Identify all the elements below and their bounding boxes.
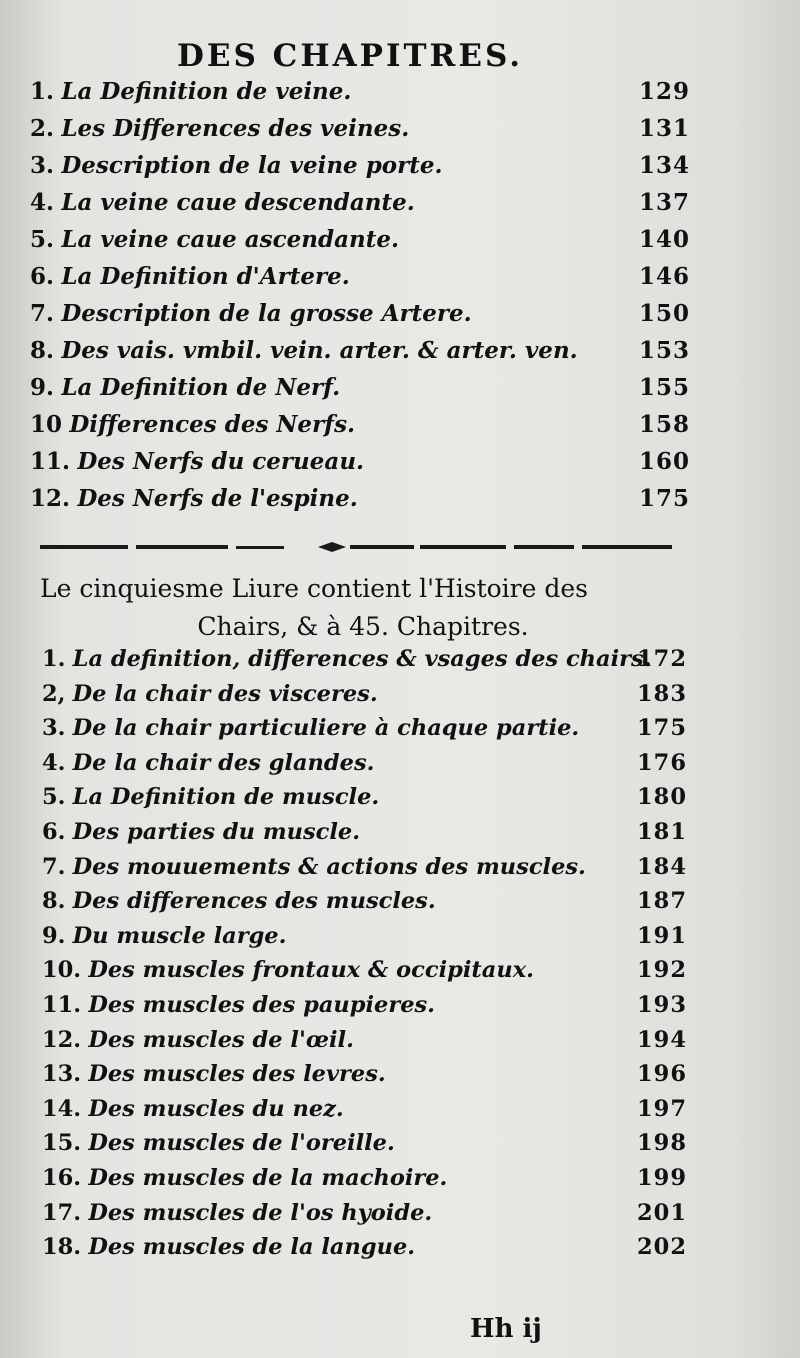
- page-number: 134: [638, 152, 690, 179]
- chapter-title: Des muscles de la langue.: [88, 1234, 416, 1261]
- chapter-title: Description de la grosse Artere.: [61, 300, 472, 327]
- chapter-number: 3.: [42, 715, 66, 742]
- chapter-number: 8.: [42, 888, 66, 915]
- page-number: 160: [638, 448, 690, 475]
- chapter-number: 8.: [30, 337, 55, 364]
- chapter-title: La veine caue descendante.: [61, 189, 415, 216]
- page-number: 158: [638, 411, 690, 438]
- chapter-number: 7.: [42, 853, 66, 880]
- chapter-title: De la chair des glandes.: [72, 749, 375, 776]
- chapter-number: 2.: [30, 115, 55, 142]
- chapter-title: Des Nerfs du cerueau.: [77, 448, 365, 475]
- toc-entry: [42, 923, 687, 958]
- chapter-title: Du muscle large.: [72, 922, 287, 949]
- chapter-number: 11.: [30, 448, 71, 475]
- chapter-title: Des muscles du nez.: [88, 1095, 344, 1122]
- chapter-number: 1.: [42, 646, 66, 672]
- chapter-number: 18.: [42, 1234, 82, 1261]
- page-number: 192: [637, 957, 687, 984]
- signature-mark: Hh ij: [470, 1314, 542, 1344]
- page-number: 184: [637, 853, 687, 880]
- page-number: 129: [638, 78, 690, 105]
- chapter-number: 1.: [30, 78, 55, 105]
- toc-entry: [30, 485, 690, 522]
- toc-entry: [42, 854, 687, 889]
- chapter-number: 9.: [30, 374, 55, 401]
- chapter-number: 12.: [30, 485, 71, 512]
- page-number: 183: [637, 680, 687, 707]
- chapter-title: Des muscles des paupieres.: [88, 991, 436, 1018]
- chapter-number: 4.: [42, 749, 66, 776]
- chapter-title: Des muscles de la machoire.: [88, 1164, 448, 1191]
- toc-entry: [42, 1096, 687, 1131]
- toc-entry: [30, 411, 690, 448]
- toc-entry: [42, 1061, 687, 1096]
- chapter-number: 5.: [30, 226, 55, 253]
- chapter-title: Des muscles frontaux & occipitaux.: [88, 957, 534, 984]
- page-number: 196: [637, 1061, 687, 1088]
- chapter-number: 15.: [42, 1130, 82, 1157]
- page-number: 146: [638, 263, 690, 290]
- chapter-number: 10.: [42, 957, 82, 984]
- chapter-list-first: [30, 78, 690, 522]
- toc-entry: [30, 374, 690, 411]
- chapter-number: 10: [30, 411, 63, 438]
- toc-entry: [30, 189, 690, 226]
- page-number: 137: [638, 189, 690, 216]
- page-number: 131: [638, 115, 690, 142]
- chapter-title: Des vais. vmbil. vein. arter. & arter. ven.: [61, 337, 578, 364]
- chapter-number: 16.: [42, 1164, 82, 1191]
- page-number: 175: [638, 485, 690, 512]
- chapter-number: 6.: [30, 263, 55, 290]
- page-number: 199: [637, 1164, 687, 1191]
- chapter-number: 5.: [42, 784, 66, 811]
- toc-entry: [30, 152, 690, 189]
- toc-entry: [42, 1234, 687, 1269]
- page-number: 176: [637, 749, 687, 776]
- page-number: 155: [638, 374, 690, 401]
- chapter-title: Des Nerfs de l'espine.: [77, 485, 358, 512]
- page-number: 187: [637, 888, 687, 915]
- toc-entry: [30, 300, 690, 337]
- book-intro-line2: Chairs, & à 45. Chapitres.: [197, 612, 529, 641]
- chapter-number: 3.: [30, 152, 55, 179]
- page-number: 193: [637, 991, 687, 1018]
- chapter-title: De la chair des visceres.: [72, 680, 378, 707]
- page-number: 202: [637, 1234, 687, 1261]
- chapter-title: Des muscles des levres.: [88, 1061, 386, 1088]
- chapter-number: 17.: [42, 1199, 82, 1226]
- chapter-title: Des muscles de l'os hyoide.: [88, 1199, 433, 1226]
- chapter-number: 6.: [42, 818, 66, 845]
- chapter-title: La Definition de veine.: [61, 78, 352, 105]
- page-number: 198: [637, 1130, 687, 1157]
- chapter-title: La Definition de muscle.: [72, 784, 380, 811]
- chapter-title: La Definition de Nerf.: [61, 374, 341, 401]
- chapter-title: De la chair particuliere à chaque partie.: [72, 715, 580, 742]
- chapter-title: Description de la veine porte.: [61, 152, 443, 179]
- toc-entry: [42, 784, 687, 819]
- toc-entry: [30, 78, 690, 115]
- toc-entry: [42, 1200, 687, 1235]
- page-number: 181: [637, 818, 687, 845]
- page-number: 191: [637, 922, 687, 949]
- chapter-title: Des parties du muscle.: [72, 818, 361, 845]
- toc-entry: [42, 819, 687, 854]
- toc-entry: [30, 263, 690, 300]
- toc-entry: [42, 992, 687, 1027]
- toc-entry: [42, 750, 687, 785]
- page-number: 197: [637, 1095, 687, 1122]
- chapter-number: 4.: [30, 189, 55, 216]
- toc-entry: [42, 1027, 687, 1062]
- chapter-list-second: [42, 646, 687, 1269]
- chapter-title: Differences des Nerfs.: [69, 411, 356, 438]
- toc-entry: [30, 226, 690, 263]
- toc-entry: [42, 715, 687, 750]
- toc-entry: [42, 957, 687, 992]
- toc-entry: [42, 888, 687, 923]
- page-number: 194: [637, 1026, 687, 1053]
- toc-entry: [42, 681, 687, 716]
- chapter-number: 2,: [42, 680, 66, 707]
- page-number: 175: [637, 715, 687, 742]
- chapter-title: La definition, differences & vsages des chairs.: [72, 646, 652, 672]
- toc-entry: [30, 448, 690, 485]
- chapter-number: 7.: [30, 300, 55, 327]
- toc-entry: [42, 646, 687, 681]
- chapter-title: La veine caue ascendante.: [61, 226, 399, 253]
- chapter-title: Des muscles de l'oreille.: [88, 1130, 395, 1157]
- chapter-title: Les Differences des veines.: [61, 115, 410, 142]
- page-number: 180: [637, 784, 687, 811]
- page-number: 201: [637, 1199, 687, 1226]
- chapter-title: La Definition d'Artere.: [61, 263, 350, 290]
- page-number: 150: [638, 300, 690, 327]
- page-number: 140: [638, 226, 690, 253]
- page-heading: DES CHAPITRES.: [176, 38, 524, 74]
- chapter-number: 12.: [42, 1026, 82, 1053]
- chapter-number: 11.: [42, 991, 82, 1018]
- chapter-title: Des mouuements & actions des muscles.: [72, 853, 586, 880]
- toc-entry: [30, 115, 690, 152]
- chapter-number: 14.: [42, 1095, 82, 1122]
- chapter-number: 13.: [42, 1061, 82, 1088]
- chapter-number: 9.: [42, 922, 66, 949]
- toc-entry: [30, 337, 690, 374]
- chapter-title: Des differences des muscles.: [72, 888, 436, 915]
- page-number: 172: [637, 646, 687, 672]
- ornamental-rule: [40, 540, 672, 554]
- book-intro: [40, 570, 686, 646]
- chapter-title: Des muscles de l'œil.: [88, 1026, 354, 1053]
- page-number: 153: [638, 337, 690, 364]
- toc-entry: [42, 1165, 687, 1200]
- toc-entry: [42, 1130, 687, 1165]
- book-intro-line1: Le cinquiesme Liure contient l'Histoire des: [40, 574, 588, 603]
